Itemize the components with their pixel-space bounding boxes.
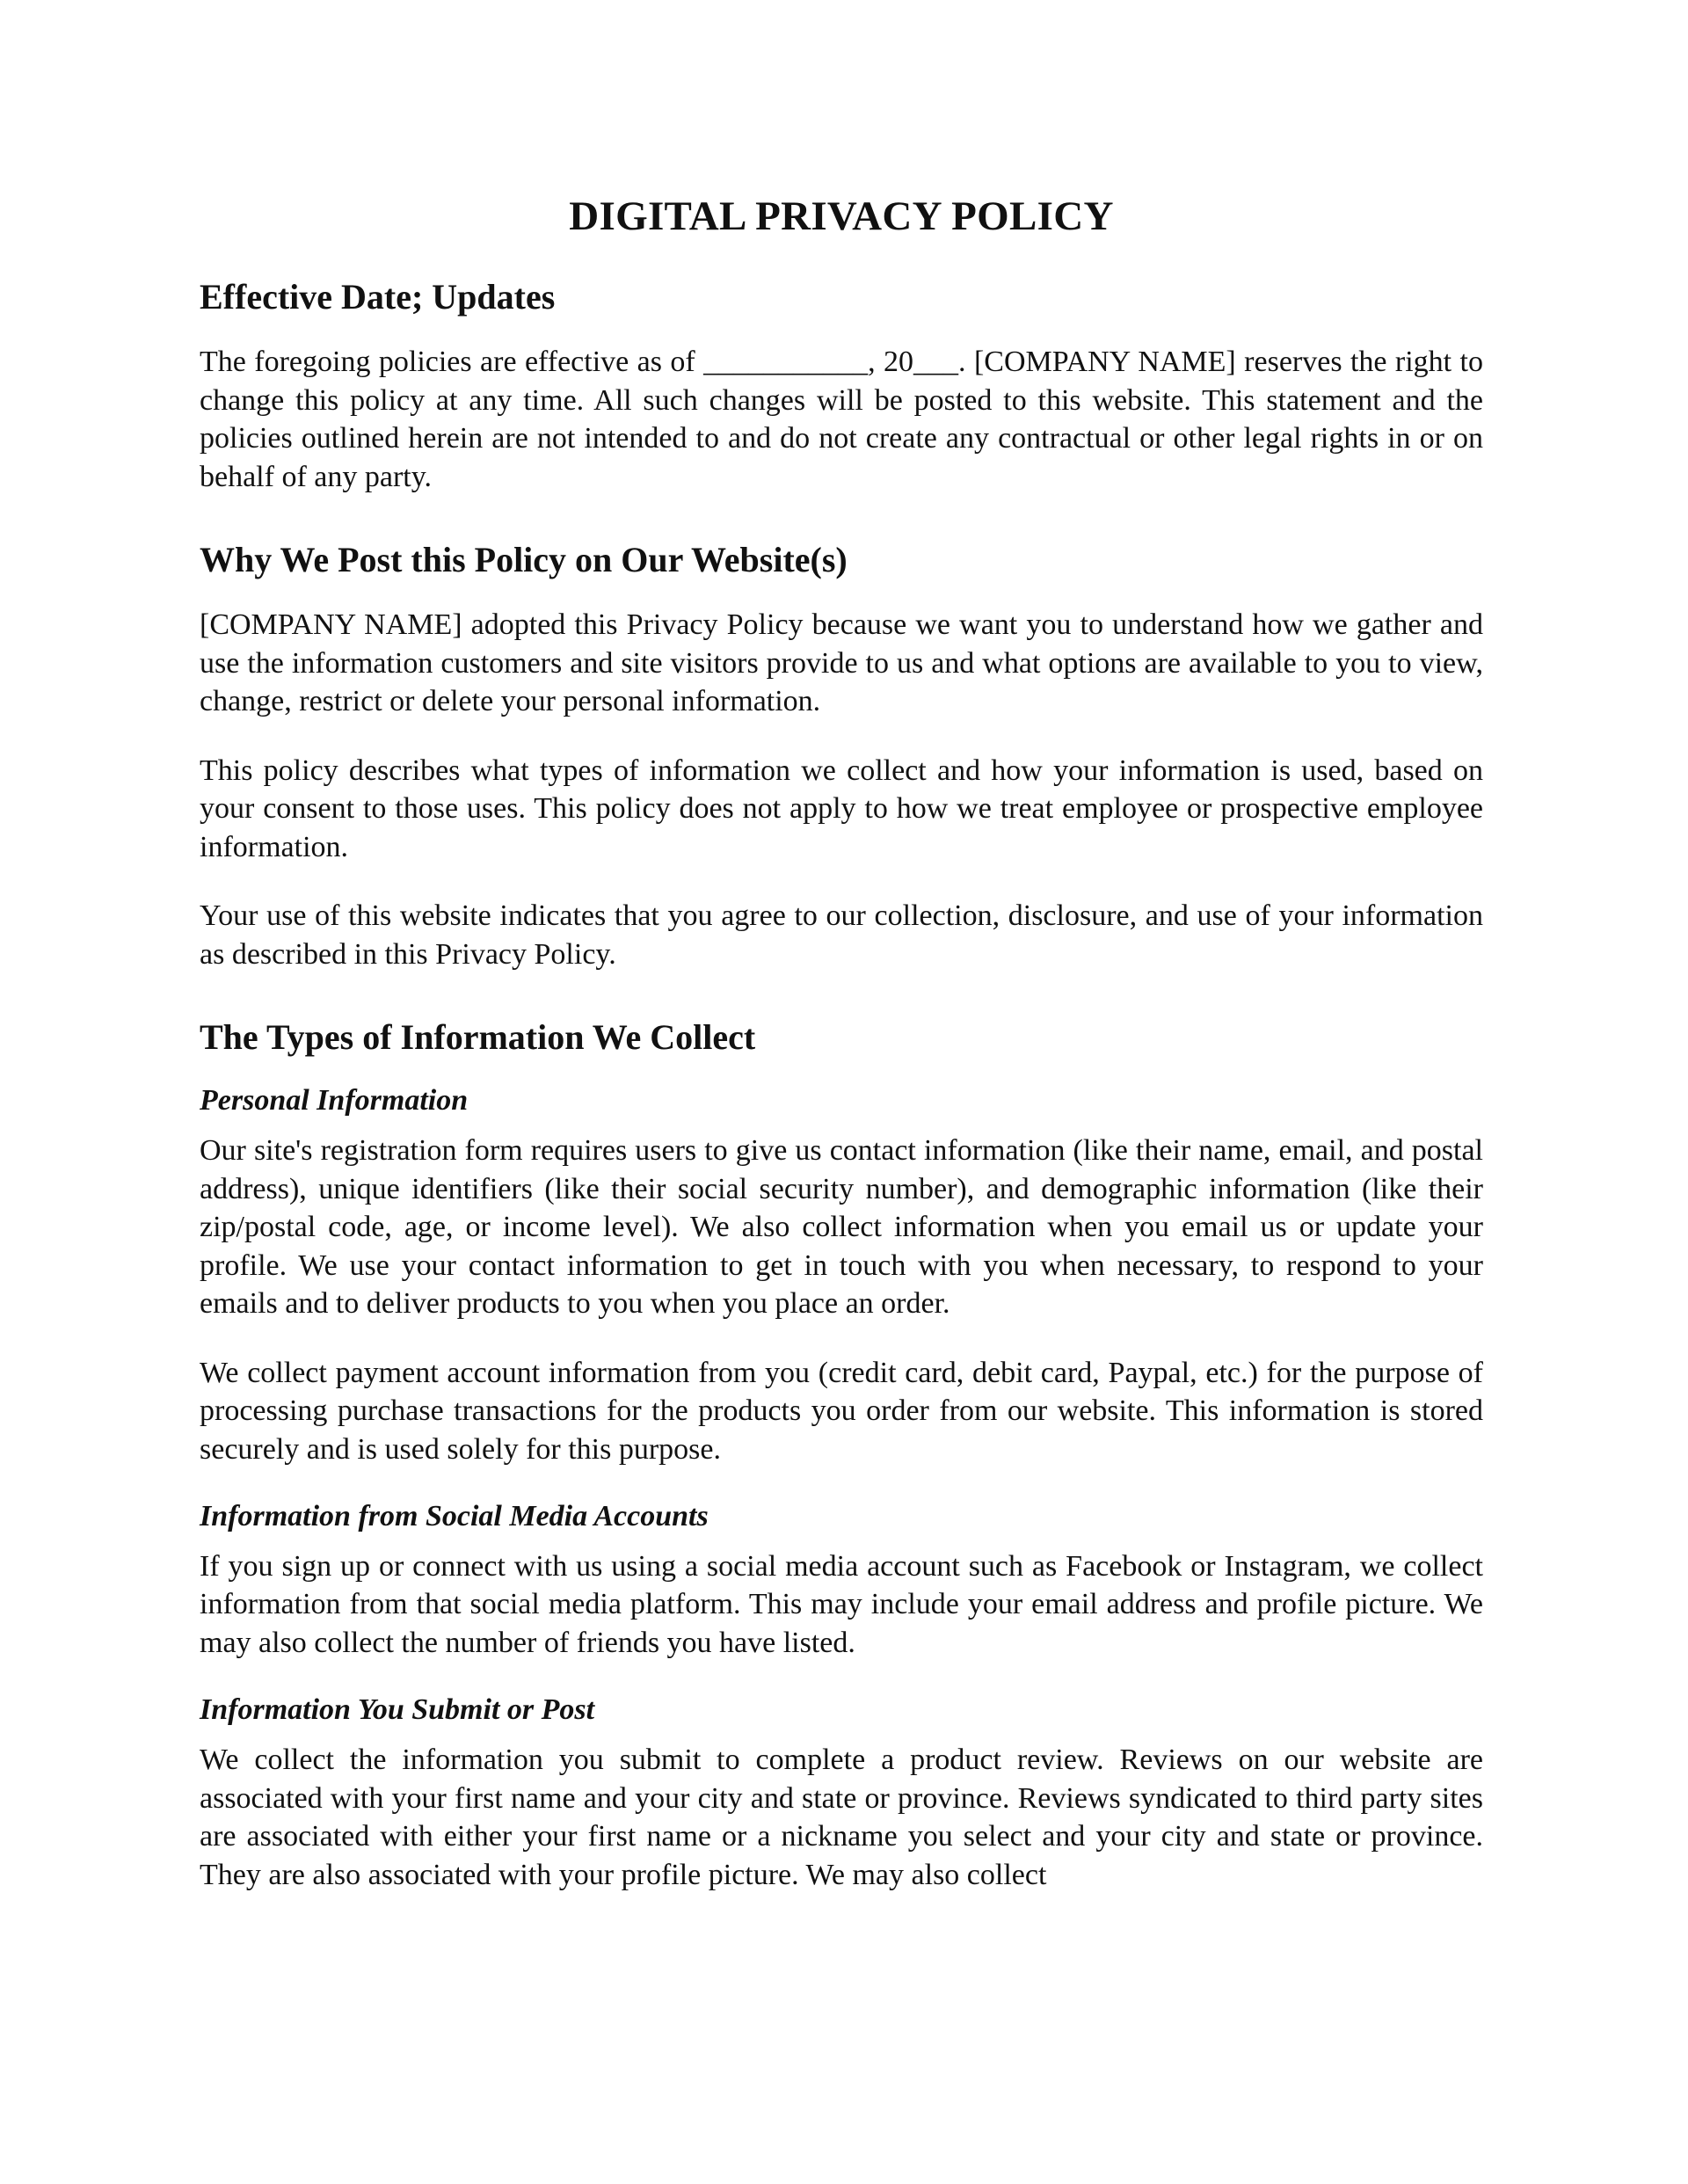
paragraph-effective-date: The foregoing policies are effective as of ___________, 20___. [COMPANY NAME] reserves the right to change this policy at any time. All such changes will be posted to this website. This statement and the policies outlined herein are not intended to and do not create any contractual or other legal rights in or on behalf of any party. bbox=[200, 346, 1483, 493]
subheading-social-media: Information from Social Media Accounts bbox=[200, 1500, 709, 1533]
paragraph-personal-2: We collect payment account information from you (credit card, debit card, Paypal, etc.) for the purpose of processing purchase transactions for the products you order from our website. This information is stored securely and is used solely for this purpose. bbox=[200, 1356, 1483, 1466]
heading-effective-date: Effective Date; Updates bbox=[200, 277, 556, 317]
spacer bbox=[200, 1004, 1483, 1016]
subheading-submit-or-post: Information You Submit or Post bbox=[200, 1693, 595, 1727]
heading-why-we-post: Why We Post this Policy on Our Website(s) bbox=[200, 540, 848, 580]
paragraph-why-1: [COMPANY NAME] adopted this Privacy Policy because we want you to understand how we gather and use the information customers and site visitors provide to us and what options are available to you to view, change, restrict or delete your personal information. bbox=[200, 608, 1483, 718]
paragraph-personal-1: Our site's registration form requires users to give us contact information (like their name, email, and postal address), unique identifiers (like their social security number), and demographic information (like their zip/postal code, age, or income level). We also collect information when you email us or update your profile. We use your contact information to get in touch with you when necessary, to respond to your emails and to deliver products to you when you place an order. bbox=[200, 1134, 1483, 1321]
heading-types-of-information: The Types of Information We Collect bbox=[200, 1017, 756, 1058]
spacer bbox=[200, 527, 1483, 539]
document-page bbox=[200, 192, 1483, 1925]
document-title: DIGITAL PRIVACY POLICY bbox=[569, 193, 1114, 239]
subheading-personal-information: Personal Information bbox=[200, 1084, 469, 1117]
paragraph-submit-1: We collect the information you submit to complete a product review. Reviews on our website are associated with your first name and your city and state or province. Reviews syndicated to third party sites are associated with either your first name or a nickname you select and your city and state or province. They are also associated with your profile picture. We may also collect bbox=[200, 1744, 1483, 1891]
paragraph-why-3: Your use of this website indicates that you agree to our collection, disclosure, and use of your information as described in this Privacy Policy. bbox=[200, 899, 1483, 971]
paragraph-why-2: This policy describes what types of information we collect and how your information is used, based on your consent to those uses. This policy does not apply to how we treat employee or prospective employee information. bbox=[200, 753, 1483, 863]
paragraph-social-1: If you sign up or connect with us using a social media account such as Facebook or Instagram, we collect information from that social media platform. This may include your email address and profile picture. We may also collect the number of friends you have listed. bbox=[200, 1549, 1483, 1659]
